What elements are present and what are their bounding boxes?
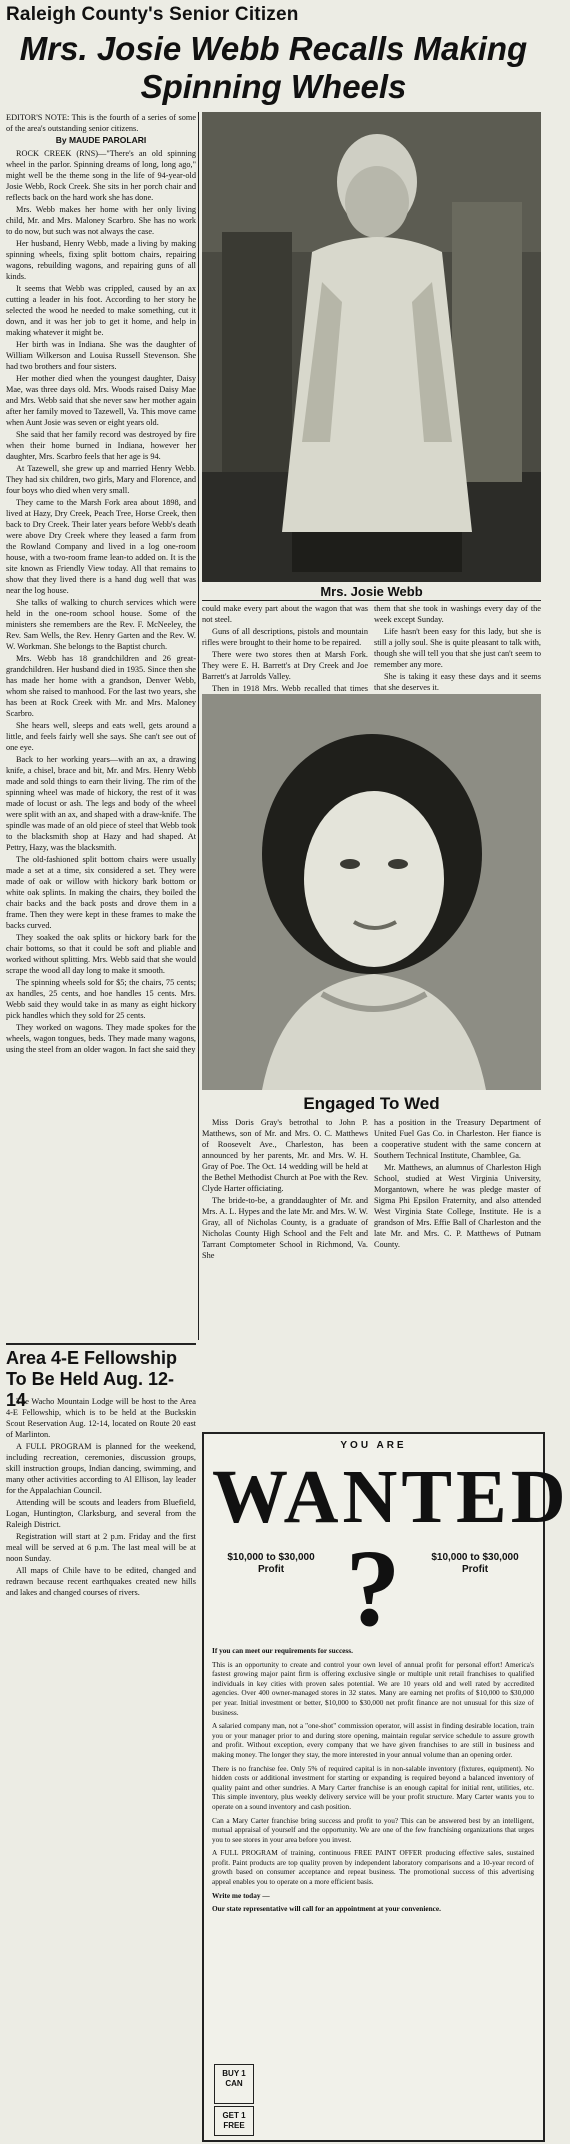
question-mark-icon (338, 1527, 408, 1649)
paragraph: She talks of walking to church services which were held in the one-room school house. Some of the ministers she remembers are the Rev. F. McNeeley, the Rev. Sam Wells, the Rev. Henry Garten and the Rev. W. W. Workman. She belongs to the Baptist church. (6, 598, 196, 651)
paragraph: The Wacho Mountain Lodge will be host to the Area 4-E Fellowship, which is to be held at the Buckskin Scout Reservation Aug. 12-14, located on Route 20 east of Marlinton. (6, 1397, 196, 1439)
paragraph: All maps of Chile have to be edited, changed and redrawn because recent earthquakes created new hills and lakes and changed courses of rivers. (6, 1566, 196, 1597)
paragraph: The old-fashioned split bottom chairs were usually made a set at a time, six considered a set. They were made of oak or willow with hickory bark bottom or white oak splints. In making the chairs, they boiled the chair backs and the back posts and drove them in a frame. Then they were kept in these frames to make the backs curved. (6, 855, 196, 930)
ad-paragraph: A FULL PROGRAM of training, continuous FREE PAINT OFFER producing effective sales, sustained profit. Paint products are top quality proven by independent laboratory comparisons and a 10-year record of growth based on consumer acceptance and repeat business. The promotional success of this advertising appeal enables you to operate on a more efficient basis. (212, 1848, 534, 1887)
article-webb-col-1 (6, 112, 196, 1340)
paragraph: A FULL PROGRAM is planned for the weekend, including recreation, ceremonies, discussion groups, skill instruction groups, Indian dancing, swimming, and many other activities according to Al Ellison, lay leader for the Appalachian Council. (6, 1442, 196, 1495)
section-rule (6, 1343, 196, 1345)
paragraph: has a position in the Treasury Department of United Fuel Gas Co. in Charleston. Her fiance is a cooperative student with the same concern at Southern Technical Institute, Chamblee, Ga. (374, 1118, 541, 1160)
paragraph: Mrs. Webb makes her home with her only living child, Mr. and Mrs. Maloney Scarbro. She has no work to do now, but such was not always the case. (6, 205, 196, 236)
paragraph: The spinning wheels sold for $5; the chairs, 75 cents; ax handles, 25 cents, and hoe handles 15 cents. Mrs. Webb said they would take in as many as eight hickory pick handles which they sold for 25 cents. (6, 978, 196, 1020)
get-label: GET 1 FREE (222, 2111, 246, 2130)
ad-wanted: WANTED (212, 1455, 570, 1539)
ad-paragraph: Can a Mary Carter franchise bring success and profit to you? This can be answered best by an intelligent, mutual appraisal of yourself and the opportunity. We are one of the few franchising organizations that urges you to see stores in your area before you invest. (212, 1815, 534, 1844)
ad-profit-right: $10,000 to $30,000 Profit (431, 1552, 519, 1575)
article-engaged-col-2 (374, 1117, 541, 1425)
svg-text:?: ? (345, 1527, 401, 1649)
article-webb-col-1-paras (6, 148, 196, 1055)
paragraph: They worked on wagons. They made spokes for the wheels, wagon tongues, beds. They made many wagons, using the steel from an older wagon. In fact she said they (6, 1023, 196, 1054)
portrait-illustration (202, 112, 541, 582)
wanted-advertisement (202, 1432, 570, 2142)
column-rule (198, 112, 199, 1340)
byline: By MAUDE PAROLARI (55, 135, 147, 145)
paint-can-buy (214, 2064, 254, 2104)
paragraph: She said that her family record was destroyed by fire when their home burned in Indiana, however her daughter, Mrs. Scarbro feels that her age is 94. (6, 430, 196, 461)
paragraph: could make every part about the wagon that was not steel. (202, 604, 368, 624)
paragraph: They soaked the oak splits or hickory bark for the chair bottoms, so that it could be soft and pliable and worked without splitting. Mrs. Webb said that she would scrape the wood all day long to make it smooth. (6, 933, 196, 975)
photo-caption-engaged: Engaged To Wed (303, 1094, 440, 1113)
ad-paragraph: This is an opportunity to create and control your own level of annual profit for personal effort! America's fastest growing major paint firm is offering exclusive single or multiple unit retail franchises to qualified individuals in key cities with proven sales potential. We are 10 years old and well rated by accredited agencies. Over 400 owner-managed stores in 32 states. Many are earning net profits of $10,000 to $30,000 per year. Initial investment or better, $10,000 to $30,000 net profit finance are not unusual for this size of business. (212, 1659, 534, 1717)
paragraph: Back to her working years—with an ax, a drawing knife, a chisel, brace and bit, Mr. and Mrs. Henry Webb made and sold things to earn their living. The rim of the spinning wheel was made of hickory, the rest of it was made of locust or ash. The legs and body of the wheel were split with an ax, and shaped with a draw-knife. The spindle was made of an old piece of steel that Webb took to the blacksmith shop at Hazy and had shaped. At Pettry, Hazy, was the blacksmith. (6, 755, 196, 852)
fellowship-headline: Area 4-E Fellowship To Be Held Aug. 12-14 (6, 1348, 178, 1410)
ad-paragraph: Our state representative will call for an appointment at your convenience. (212, 1904, 441, 1914)
paragraph: They came to the Marsh Fork area about 1898, and lived at Hazy, Dry Creek, Peach Tree, Horse Creek, then back to Dry Creek. Their later years before Webb's death were above Dry Creek where they leased a farm from the Rowland Company and lived in a log one-room house, with a two-room frame lean-to added on. It is the site known as Friendly View today. All that remains to show that they lived there is a hand dug well that was near the log house. (6, 498, 196, 595)
caption-rule (202, 600, 541, 601)
ad-paragraph: There is no franchise fee. Only 5% of required capital is in non-salable inventory (fixtures, equipment). No hidden costs or additional investment for starting or expanding is required beyond a balanced inventory of quality paint and other sundries. A Mary Carter franchise is an enough capital for initial rent, utilities, etc. This simple inventory, plus weekly delivery service will be your profit structure. Mary Carter wants you to operate on a sound inventory and cash position. (212, 1763, 534, 1811)
article-engaged-col-1 (202, 1117, 368, 1425)
paragraph: Life hasn't been easy for this lady, but she is still a jolly soul. She is quite pleasant to talk with, though she will tell you that she just can't seem to remember any more. (374, 627, 541, 669)
paragraph: The bride-to-be, a granddaughter of Mr. and Mrs. A. L. Hypes and the late Mr. and Mrs. W. W. Gray, all of Nicholas County, is a graduate of Nicholas County High School and the Felt and Tarrant Comptometer School in Richmond, Va. She (202, 1196, 368, 1260)
ad-paragraph: If you can meet our requirements for success. (212, 1646, 353, 1655)
paragraph: Her husband, Henry Webb, made a living by making spinning wheels, fixing split bottom chairs, repairing wagons, rebuilding wagons, and repairing guns of all kinds. (6, 239, 196, 281)
buy-label: BUY 1 CAN (222, 2069, 246, 2088)
section-kicker: Raleigh County's Senior Citizen (6, 4, 299, 25)
paragraph: Her birth was in Indiana. She was the daughter of William Wilkerson and Louisa Russell Stevenson. She had two brothers and four sisters. (6, 340, 196, 371)
paragraph: There were two stores then at Marsh Fork. They were E. H. Barrett's at Dry Creek and Joe Barrett's at Jarrolds Valley. (202, 650, 368, 681)
article-webb-col-2 (202, 603, 368, 693)
paragraph: ROCK CREEK (RNS)—"There's an old spinning wheel in the parlor. Spinning dreams of long, long ago," might well be the theme song in the life of 94-year-old Josie Webb, Rock Creek. She sits in her porch chair and reflects back on the hard work she has done. (6, 149, 196, 202)
paragraph: Then in 1918 Mrs. Webb recalled that times (212, 684, 368, 693)
paragraph: She is taking it easy these days and it seems that she deserves it. (374, 672, 541, 692)
paragraph: Miss Doris Gray's betrothal to John P. Matthews, son of Mr. and Mrs. O. C. Matthews of Roosevelt Ave., Charleston, has been announced by her parents, Mr. and Mrs. W. H. Gray of Poe. The Oct. 14 wedding will be held at the Bethel Methodist Church at Poe with the Rev. Clyde Harter officiating. (202, 1118, 368, 1193)
ad-paragraph: Write me today — (212, 1890, 270, 1900)
article-webb-col-3 (374, 603, 541, 692)
ad-profit-left: $10,000 to $30,000 Profit (227, 1552, 315, 1575)
paragraph: Mrs. Webb has 18 grandchildren and 26 great-grandchildren. Her husband died in 1935. Since then she has made her home with a grandson, Denver Webb, whom she raised to manhood. For the last two years, she has been at Rock Creek with Mr. and Mrs. Maloney Scarbro. (6, 654, 196, 718)
editor-note: EDITOR'S NOTE: This is the fourth of a series of some of the area's outstanding senior citizens. (6, 113, 196, 133)
photo-josie-webb (202, 112, 541, 582)
paragraph: Her mother died when the youngest daughter, Daisy Mae, was three days old. Mrs. Woods raised Daisy Mae and Mrs. Webb said that she never saw her mother again after her family moved to Tazewell, Va. This move came when Aunt Josie was seven or eight years old. (6, 374, 196, 427)
paragraph: them that she took in washings every day of the week except Sunday. (374, 604, 541, 624)
paragraph: She hears well, sleeps and eats well, gets around a little, and feels fairly well she says. She can't see out of one eye. (6, 721, 196, 752)
paragraph: Mr. Matthews, an alumnus of Charleston High School, studied at West Virginia University, Morgantown, where he was pledge master of Sigma Phi Epsilon Fraternity, and also attended West Virginia State College, Institute. He is a grandson of Mrs. Effie Ball of Charleston and the late Mr. and Mrs. C. P. Matthews of Putnam County. (374, 1163, 541, 1249)
paint-can-get (214, 2106, 254, 2136)
main-headline: Mrs. Josie Webb Recalls Making Spinning Wheels (19, 30, 528, 105)
engagement-portrait (202, 694, 541, 1090)
photo-doris-gray (202, 694, 541, 1090)
paragraph: At Tazewell, she grew up and married Henry Webb. They had six children, two girls, Mary and Florence, and four boys who died when very small. (6, 464, 196, 495)
paragraph: Attending will be scouts and leaders from Bluefield, Logan, Huntington, Clarksburg, and several from the Raleigh District. (6, 1498, 196, 1529)
paragraph: It seems that Webb was crippled, caused by an ax cutting a leader in his foot. According to her story he selected the wood he needed to make something, cut it down, and it was her job to get it home, and help in making whatever it might be. (6, 284, 196, 337)
ad-paragraph: A salaried company man, not a "one-shot" commission operator, will assist in finding desirable location, train you or your manager prior to and during store opening, maintain regular service schedule to assure growth and profit. Without exception, every company that we have given franchises to are still in business and making money. The longer they stay, the more interested in your annual volume than an opening order. (212, 1721, 534, 1759)
article-fellowship (6, 1396, 196, 2140)
ad-you-are: YOU ARE (340, 1440, 407, 1451)
paragraph: Registration will start at 2 p.m. Friday and the first meal will be served at 6 p.m. The last meal will be at noon Sunday. (6, 1532, 196, 1563)
photo-caption-webb: Mrs. Josie Webb (320, 584, 423, 599)
ad-body-text (212, 1646, 534, 2056)
paragraph: Guns of all descriptions, pistols and mountain rifles were brought to their home to be repaired. (202, 627, 368, 647)
